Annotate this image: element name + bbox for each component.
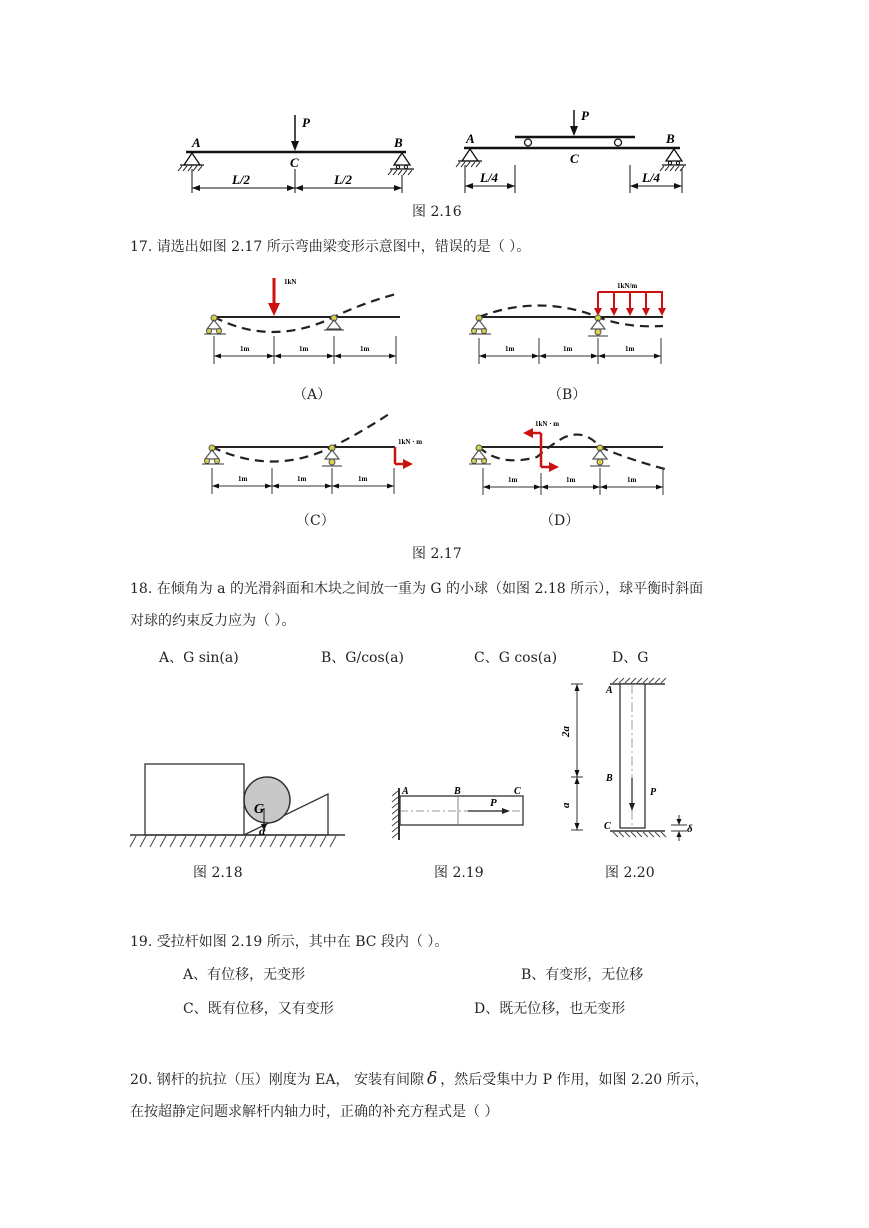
- dim-label-2: 1m: [299, 345, 309, 353]
- dim-label-1: 1m: [505, 345, 515, 353]
- option-label-a: （A）: [293, 387, 332, 403]
- point-label-a: A: [402, 786, 409, 797]
- length-label-a: a: [560, 802, 572, 808]
- question-19-option-b: B、有变形，无位移: [521, 967, 644, 983]
- fig-2-19: [380, 780, 540, 855]
- fig-2-17-c: [195, 410, 423, 510]
- option-label-b: （B）: [548, 387, 587, 403]
- question-19-text: 19. 受拉杆如图 2.19 所示，其中在 BC 段内（ ）。: [130, 934, 449, 950]
- caption-fig-2-18: 图 2.18: [193, 865, 243, 881]
- dim-label-3: 1m: [627, 476, 637, 484]
- dim-label-2: L/4: [642, 170, 661, 185]
- question-19-option-c: C、既有位移，又有变形: [183, 1001, 334, 1017]
- fig-2-18: [130, 755, 350, 860]
- point-label-c: C: [290, 155, 299, 170]
- question-18-option-c: C、G cos(a): [474, 650, 558, 666]
- dim-label-2: 1m: [566, 476, 576, 484]
- caption-fig-2-16: 图 2.16: [412, 204, 462, 220]
- point-label-a: A: [606, 685, 613, 696]
- dim-label-1: 1m: [508, 476, 518, 484]
- point-label-b: B: [454, 786, 461, 797]
- fig-2-17-d: [465, 415, 680, 515]
- dim-label-1: 1m: [238, 475, 248, 483]
- fig-2-16-left: [170, 105, 420, 205]
- load-label-p: P: [490, 797, 497, 809]
- fig-2-17-b: [465, 282, 680, 382]
- caption-fig-2-20: 图 2.20: [605, 865, 655, 881]
- question-19-option-d: D、既无位移，也无变形: [474, 1001, 626, 1017]
- load-label-p: P: [650, 787, 657, 798]
- length-label-2a: 2a: [560, 726, 572, 737]
- question-19-option-a: A、有位移，无变形: [183, 967, 306, 983]
- load-label-p: P: [581, 108, 589, 123]
- option-label-d: （D）: [540, 513, 580, 529]
- point-label-a: A: [466, 131, 475, 146]
- load-label: 1kN: [284, 278, 297, 286]
- dim-label-1: L/2: [232, 172, 251, 187]
- option-label-c: （C）: [296, 513, 335, 529]
- question-18-option-d: D、G: [612, 650, 649, 666]
- question-20-text-post: ，然后受集中力 P 作用，如图 2.20 所示，: [440, 1072, 709, 1088]
- dim-label-2: 1m: [297, 475, 307, 483]
- angle-label-alpha: α: [259, 824, 266, 838]
- question-20-text-pre: 20. 钢杆的抗拉（压）刚度为 EA， 安装有间隙: [130, 1072, 424, 1088]
- gap-label-delta: δ: [687, 823, 693, 835]
- point-label-c: C: [604, 821, 611, 832]
- fig-2-20: [555, 675, 715, 850]
- dim-label-2: L/2: [334, 172, 353, 187]
- question-17-text: 17. 请选出如图 2.17 所示弯曲梁变形示意图中，错误的是（ ）。: [130, 239, 531, 255]
- point-label-c: C: [570, 151, 579, 166]
- load-label: 1kN · m: [398, 438, 423, 446]
- load-label-p: P: [302, 115, 310, 130]
- dim-label-3: 1m: [358, 475, 368, 483]
- dim-label-2: 1m: [563, 345, 573, 353]
- fig-2-17-a: [200, 272, 415, 372]
- question-18-line-2: 对球的约束反力应为（ ）。: [130, 613, 296, 629]
- point-label-c: C: [514, 786, 521, 797]
- dim-label-3: 1m: [625, 345, 635, 353]
- question-18-option-b: B、G/cos(a): [321, 650, 404, 666]
- point-label-b: B: [666, 131, 675, 146]
- question-18-line-1: 18. 在倾角为 a 的光滑斜面和木块之间放一重为 G 的小球（如图 2.18 所示），球平衡时斜面: [130, 581, 704, 597]
- weight-label-g: G: [254, 802, 265, 817]
- caption-fig-2-17: 图 2.17: [412, 546, 462, 562]
- point-label-a: A: [192, 135, 201, 150]
- point-label-b: B: [606, 773, 613, 784]
- delta-symbol: δ: [426, 1069, 438, 1089]
- caption-fig-2-19: 图 2.19: [434, 865, 484, 881]
- dim-label-1: 1m: [240, 345, 250, 353]
- question-20-line-2: 在按超静定问题求解杆内轴力时，正确的补充方程式是（ ）: [130, 1104, 499, 1120]
- fig-2-16-right: [450, 105, 700, 205]
- load-label: 1kN · m: [535, 420, 560, 428]
- load-label: 1kN/m: [617, 282, 638, 290]
- question-20-line-1: [130, 1070, 709, 1089]
- question-18-option-a: A、G sin(a): [159, 650, 239, 666]
- point-label-b: B: [394, 135, 403, 150]
- dim-label-1: L/4: [480, 170, 499, 185]
- dim-label-3: 1m: [360, 345, 370, 353]
